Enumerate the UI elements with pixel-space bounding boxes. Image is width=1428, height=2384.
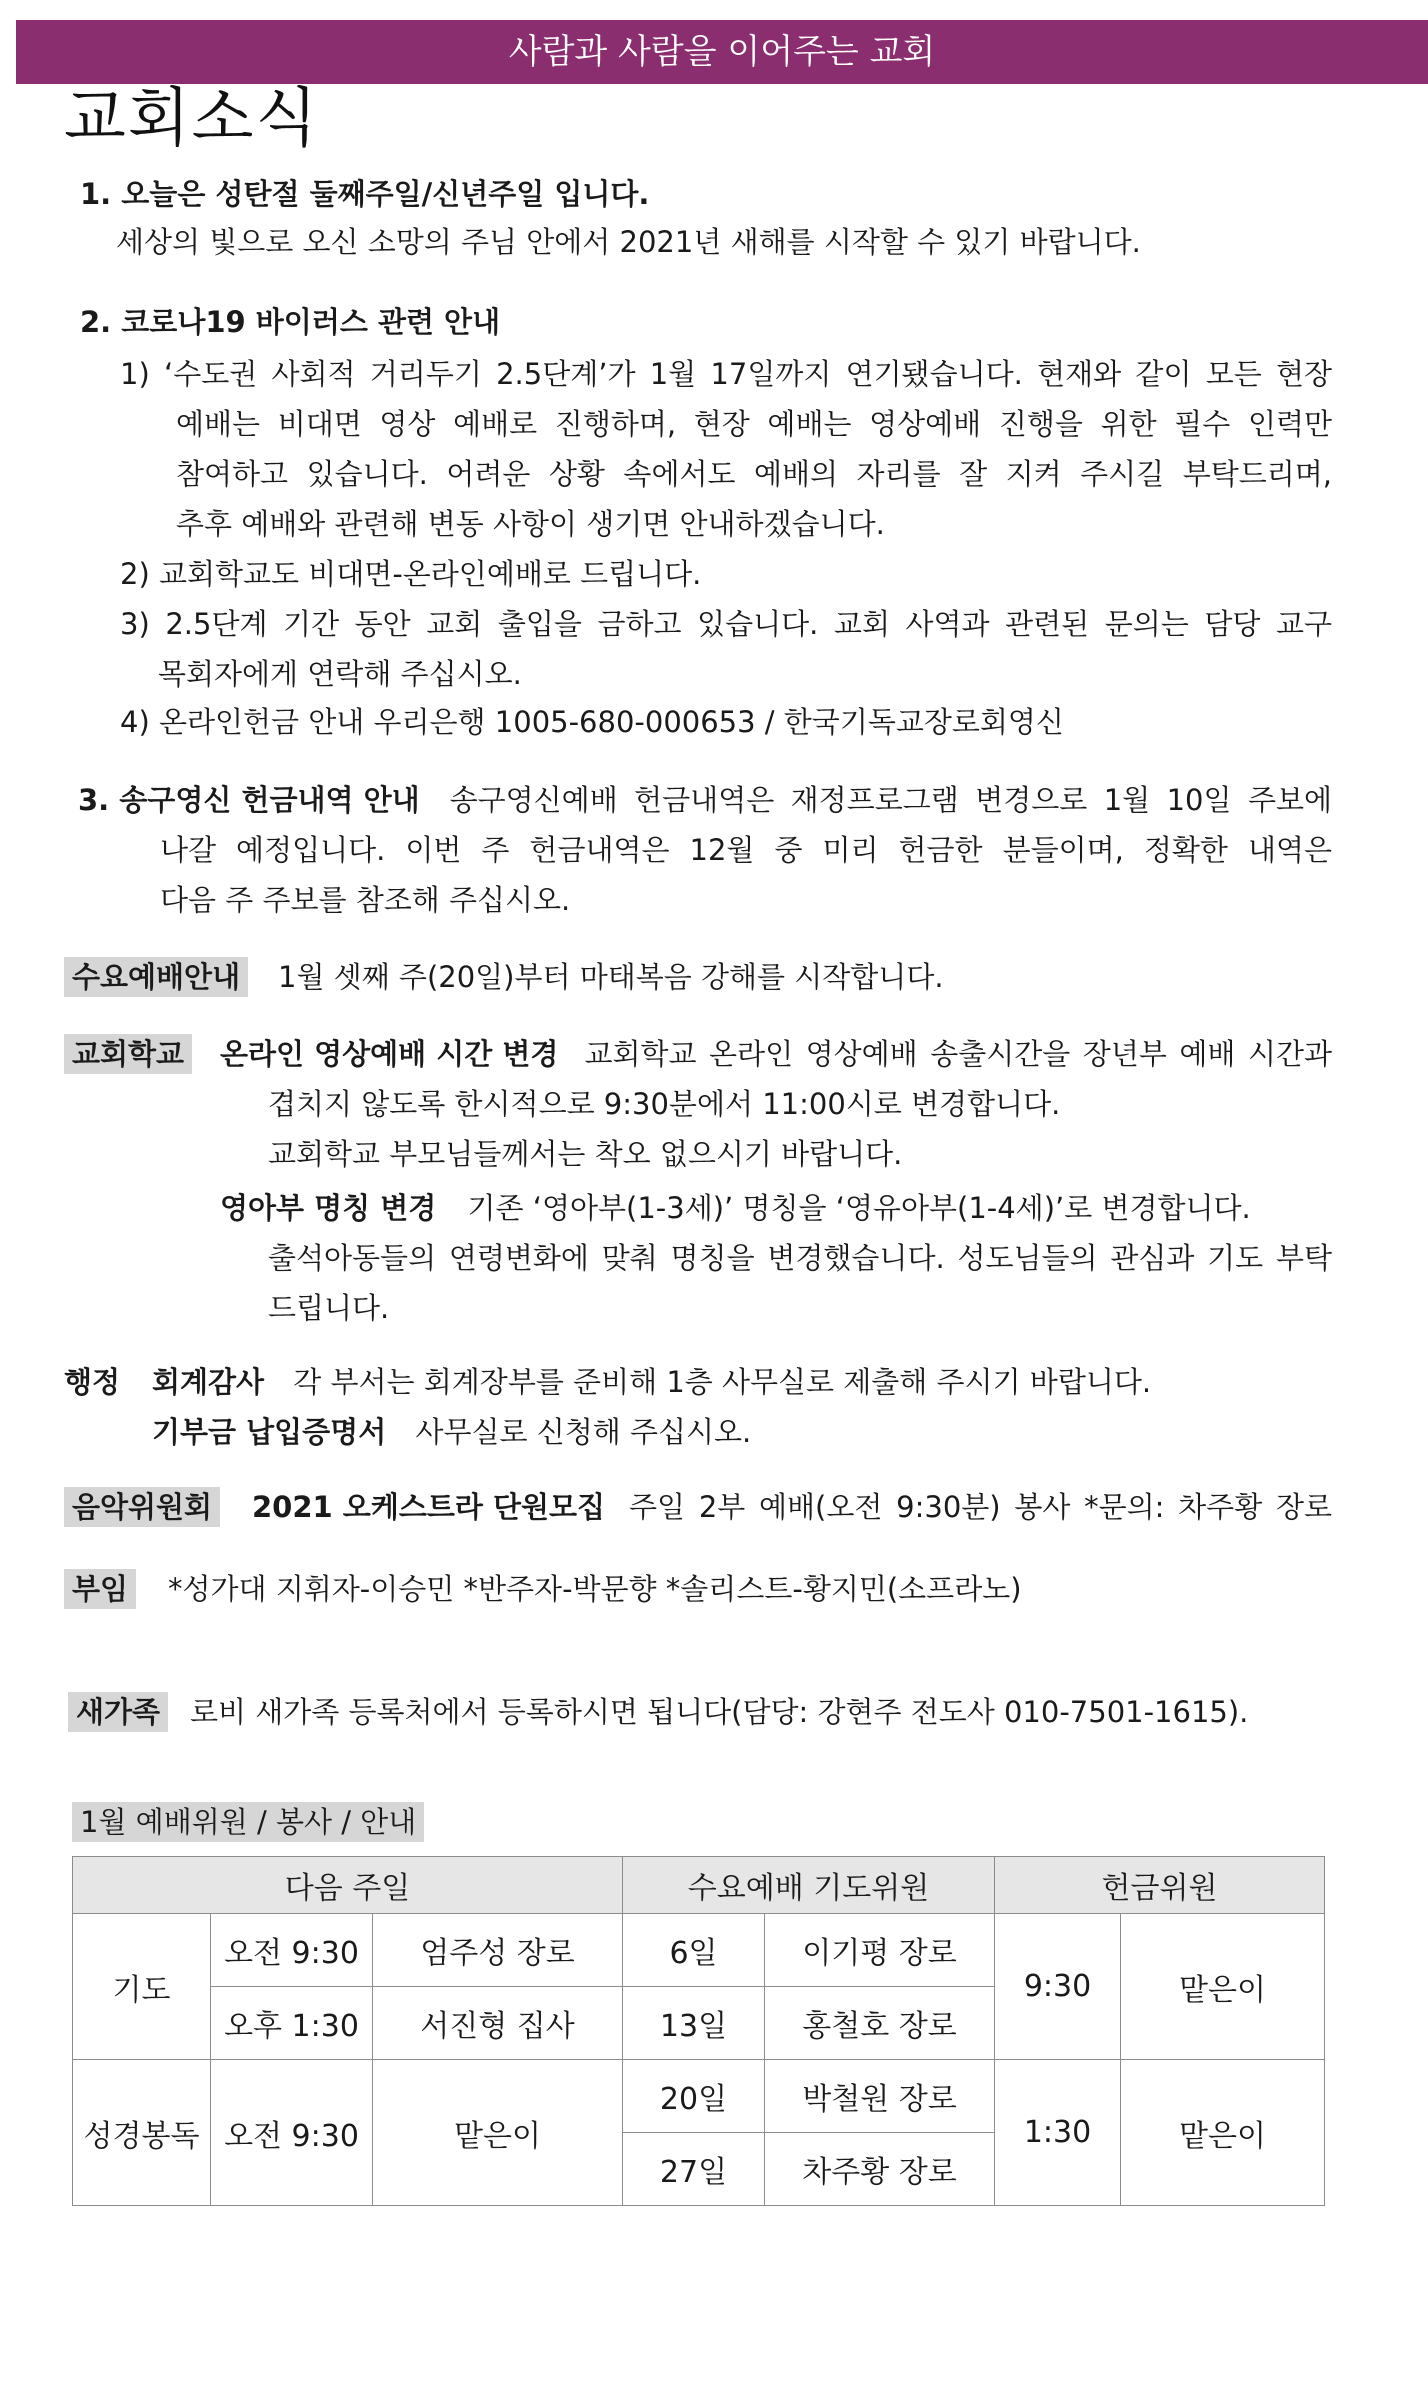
item2-1-line4: 추후 예배와 관련해 변동 사항이 생기면 안내하겠습니다. (176, 507, 885, 541)
admin-heading-audit: 회계감사 (152, 1365, 265, 1399)
item2-2: 2) 교회학교도 비대면-온라인예배로 드립니다. (120, 557, 702, 591)
january-committee-table (72, 1856, 1325, 2206)
school-infant-line3: 드립니다. (268, 1291, 390, 1325)
school-online-line1: 교회학교 온라인 영상예배 송출시간을 장년부 예배 시간과 (584, 1037, 1332, 1071)
admin-heading-receipt: 기부금 납입증명서 (152, 1415, 387, 1449)
item3-heading: 3. 송구영신 헌금내역 안내 (78, 783, 420, 817)
wednesday-text: 1월 셋째 주(20일)부터 마태복음 강해를 시작합니다. (278, 960, 944, 994)
section-label-new-family: 새가족 (68, 1692, 168, 1732)
prayer-time-pm: 오후 1:30 (211, 1987, 373, 2060)
school-infant-line1: 기존 ‘영아부(1-3세)’ 명칭을 ‘영유아부(1-4세)’로 변경합니다. (467, 1191, 1251, 1225)
page-title: 교회소식 (64, 82, 320, 156)
new-family-text: 로비 새가족 등록처에서 등록하시면 됩니다(담당: 강현주 전도사 010-7501-1615). (190, 1695, 1249, 1729)
section-label-music: 음악위원회 (64, 1487, 220, 1527)
school-heading-infant: 영아부 명칭 변경 (220, 1191, 437, 1225)
wed-person-4: 차주황 장로 (765, 2133, 995, 2206)
school-infant-line2: 출석아동들의 연령변화에 맞춰 명칭을 변경했습니다. 성도님들의 관심과 기도 부탁 (268, 1241, 1332, 1275)
reading-person: 맡은이 (373, 2060, 623, 2206)
offering-time-1: 9:30 (995, 1914, 1121, 2060)
prayer-time-am: 오전 9:30 (211, 1914, 373, 1987)
section-label-appointment: 부임 (64, 1569, 136, 1609)
offering-person-1: 맡은이 (1121, 1914, 1325, 2060)
item2-heading: 2. 코로나19 바이러스 관련 안내 (80, 305, 501, 339)
item2-3-line1: 3) 2.5단계 기간 동안 교회 출입을 금하고 있습니다. 교회 사역과 관련된 문의는 담당 교구 (120, 607, 1332, 641)
header-banner: 사람과 사람을 이어주는 교회 (16, 20, 1428, 84)
school-heading-online: 온라인 영상예배 시간 변경 (220, 1037, 559, 1071)
header-offering: 헌금위원 (995, 1857, 1325, 1914)
section-label-wednesday: 수요예배안내 (64, 957, 248, 997)
wed-date-3: 20일 (623, 2060, 765, 2133)
wed-person-3: 박철원 장로 (765, 2060, 995, 2133)
wed-date-4: 27일 (623, 2133, 765, 2206)
school-online-line2: 겹치지 않도록 한시적으로 9:30분에서 11:00시로 변경합니다. (268, 1087, 1061, 1121)
reading-time: 오전 9:30 (211, 2060, 373, 2206)
item2-4-online-offering: 4) 온라인헌금 안내 우리은행 1005-680-000653 / 한국기독교장로회영신 (120, 705, 1064, 739)
school-online-line3: 교회학교 부모님들께서는 착오 없으시기 바랍니다. (268, 1137, 903, 1171)
item2-1-line2: 예배는 비대면 영상 예배로 진행하며, 현장 예배는 영상예배 진행을 위한 필수 인력만 (176, 407, 1332, 441)
item1-heading: 1. 오늘은 성탄절 둘째주일/신년주일 입니다. (80, 177, 650, 211)
prayer-person-am: 엄주성 장로 (373, 1914, 623, 1987)
offering-person-2: 맡은이 (1121, 2060, 1325, 2206)
wed-person-1: 이기평 장로 (765, 1914, 995, 1987)
section-label-church-school: 교회학교 (64, 1034, 192, 1074)
admin-audit-text: 각 부서는 회계장부를 준비해 1층 사무실로 제출해 주시기 바랍니다. (293, 1365, 1152, 1399)
item3-line2: 나갈 예정입니다. 이번 주 헌금내역은 12월 중 미리 헌금한 분들이며, 정확한 내역은 (160, 833, 1332, 867)
music-heading: 2021 오케스트라 단원모집 (252, 1490, 606, 1524)
music-text: 주일 2부 예배(오전 9:30분) 봉사 *문의: 차주황 장로 (629, 1490, 1332, 1524)
header-wednesday-prayer: 수요예배 기도위원 (623, 1857, 995, 1914)
wed-date-2: 13일 (623, 1987, 765, 2060)
prayer-person-pm: 서진형 집사 (373, 1987, 623, 2060)
offering-time-2: 1:30 (995, 2060, 1121, 2206)
section-label-january-committee: 1월 예배위원 / 봉사 / 안내 (72, 1802, 424, 1842)
row-label-scripture-reading: 성경봉독 (73, 2060, 211, 2206)
item3-line1: 송구영신예배 헌금내역은 재정프로그램 변경으로 1월 10일 주보에 (449, 783, 1332, 817)
item1-body: 세상의 빛으로 오신 소망의 주님 안에서 2021년 새해를 시작할 수 있기 바랍니다. (116, 225, 1141, 259)
admin-receipt-text: 사무실로 신청해 주십시오. (415, 1415, 752, 1449)
item3-line3: 다음 주 주보를 참조해 주십시오. (160, 883, 571, 917)
wed-person-2: 홍철호 장로 (765, 1987, 995, 2060)
item2-1-line1: 1) ‘수도권 사회적 거리두기 2.5단계’가 1월 17일까지 연기됐습니다. 현재와 같이 모든 현장 (120, 357, 1332, 391)
row-label-prayer: 기도 (73, 1914, 211, 2060)
appointment-text: *성가대 지휘자-이승민 *반주자-박문향 *솔리스트-황지민(소프라노) (168, 1572, 1022, 1606)
header-next-sunday: 다음 주일 (73, 1857, 623, 1914)
wed-date-1: 6일 (623, 1914, 765, 1987)
item2-1-line3: 참여하고 있습니다. 어려운 상황 속에서도 예배의 자리를 잘 지켜 주시길 부탁드리며, (176, 457, 1332, 491)
item2-3-line2: 목회자에게 연락해 주십시오. (158, 657, 522, 691)
section-label-admin: 행정 (64, 1362, 120, 1402)
